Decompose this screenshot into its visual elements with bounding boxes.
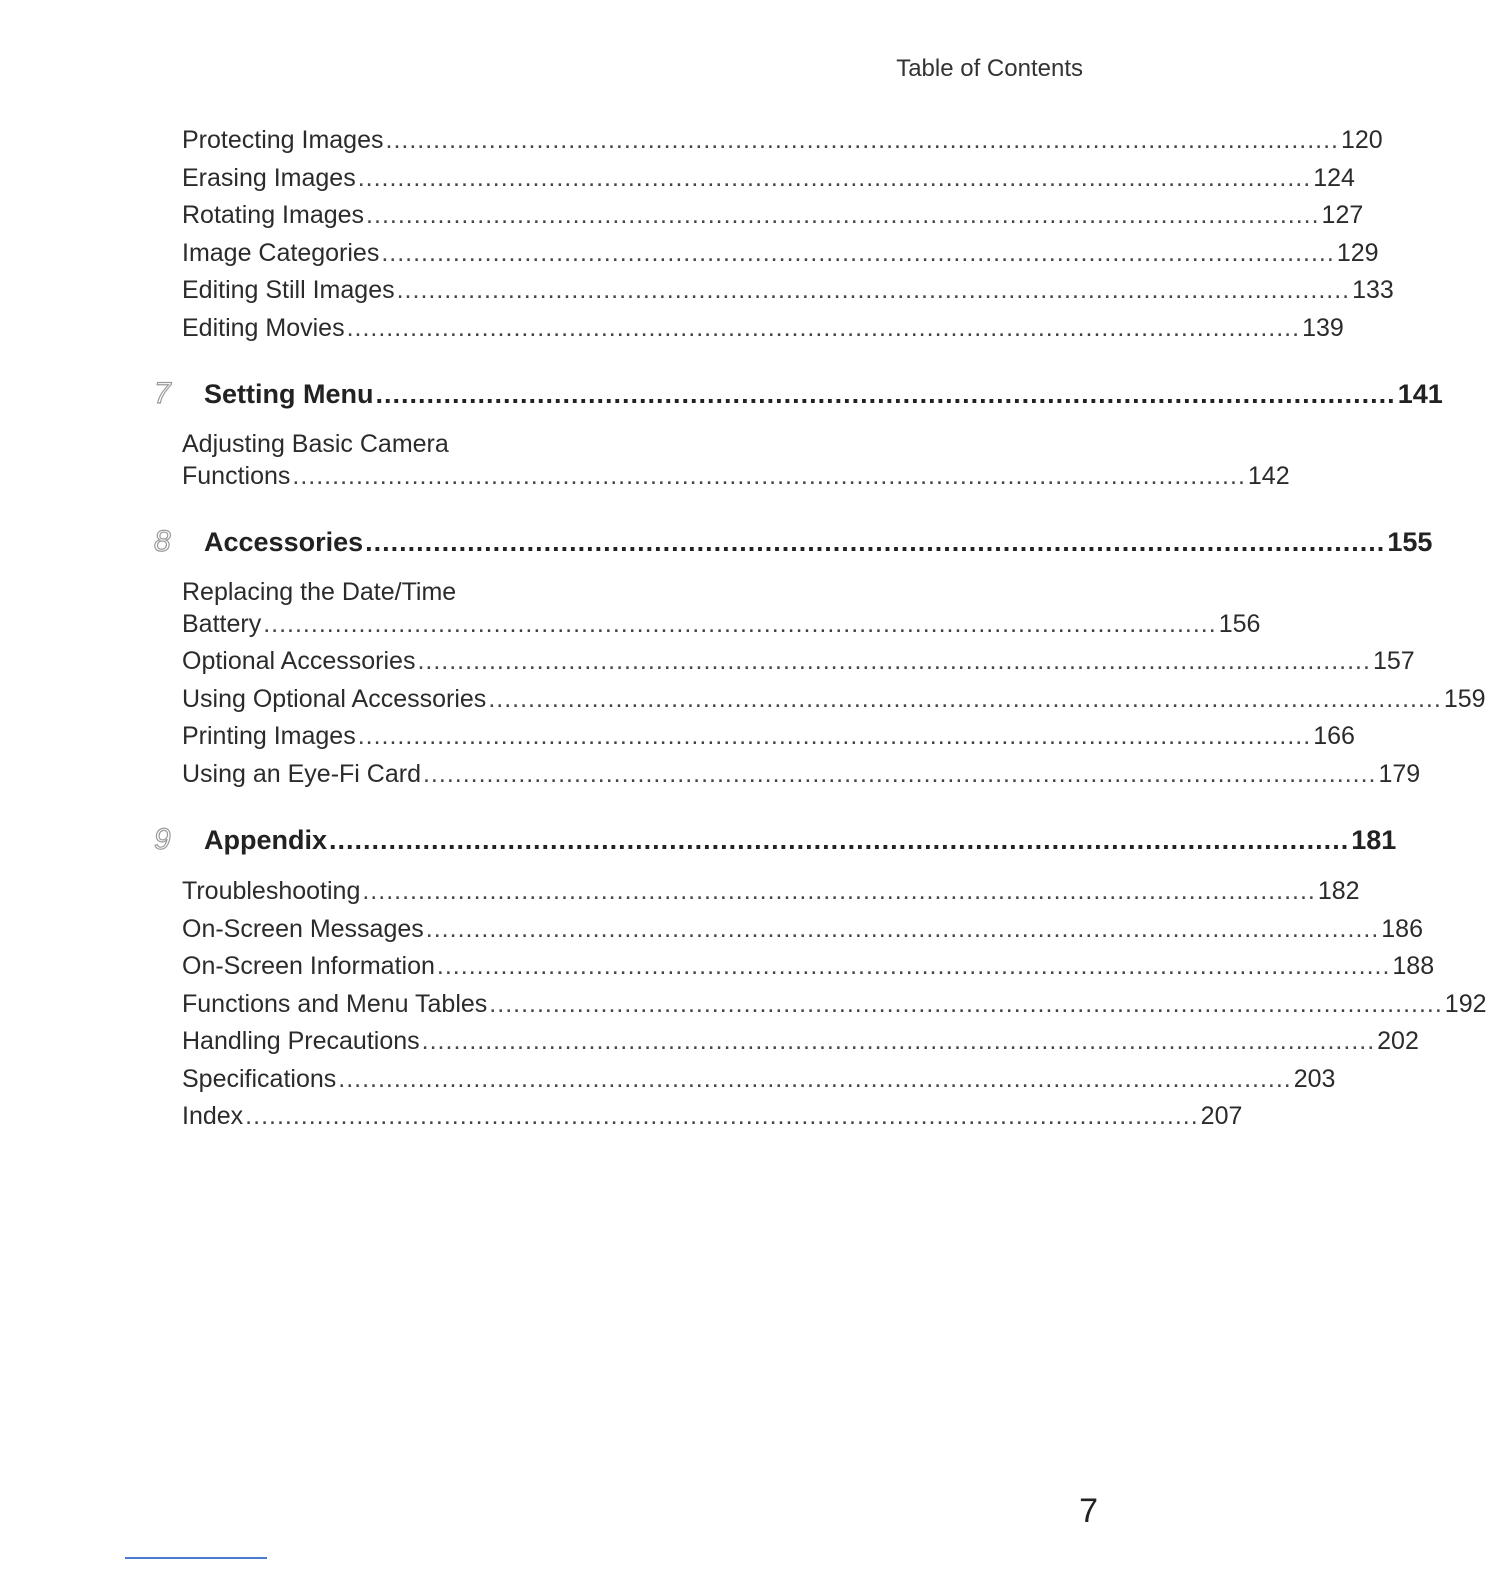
toc-entry-title: Index <box>182 1102 244 1130</box>
toc-entry-page: 159 <box>1443 684 1486 713</box>
toc-entry[interactable] <box>154 643 1415 681</box>
dot-leader: ........................................................................................................................ <box>362 877 1316 905</box>
toc-entry-title: Rotating Images <box>182 201 365 229</box>
dot-leader: ........................................................................................................................ <box>346 313 1301 342</box>
dot-leader: ........................................................................................................................ <box>385 126 1339 154</box>
toc-entry[interactable] <box>154 122 1383 160</box>
toc-entry-title-line2: Battery <box>182 610 262 638</box>
toc-entry-title: Image Categories <box>182 238 380 267</box>
toc-entry[interactable] <box>154 160 1355 198</box>
dot-leader: ........................................................................................................................ <box>381 238 1335 267</box>
toc-entry[interactable] <box>154 948 1435 986</box>
toc-entry-title: Using an Eye-Fi Card <box>182 759 421 788</box>
toc-entry-title: Handling Precautions <box>182 1027 420 1055</box>
toc-entry-title-line1: Replacing the Date/Time <box>182 578 457 606</box>
toc-entry[interactable] <box>154 272 1394 310</box>
toc-entry-title: On-Screen Information <box>182 952 435 980</box>
toc-entry[interactable] <box>154 681 1486 719</box>
toc-entry[interactable] <box>154 427 1290 495</box>
dot-leader: ........................................................................................................................ <box>329 825 1350 855</box>
chapter-page: 181 <box>1351 825 1397 855</box>
toc-entry-page: 156 <box>1218 610 1261 638</box>
toc-entry-title: Functions and Menu Tables <box>182 989 488 1018</box>
toc-entry-page: 166 <box>1313 722 1355 750</box>
toc-entry-page: 192 <box>1444 989 1487 1018</box>
chapter-page: 155 <box>1387 527 1433 557</box>
toc-entry-title: Erasing Images <box>182 163 356 192</box>
dot-leader: ........................................................................................................................ <box>488 684 1442 713</box>
toc-entry-title: Specifications <box>182 1064 337 1093</box>
toc-entry[interactable] <box>154 197 1364 235</box>
toc-entry[interactable] <box>154 1098 1243 1136</box>
page-number: 7 <box>1079 1492 1098 1530</box>
dot-leader: ........................................................................................................................ <box>417 647 1371 675</box>
dot-leader: ........................................................................................................................ <box>375 379 1396 409</box>
toc-entry[interactable] <box>154 575 1261 643</box>
chapter-title: Appendix <box>204 825 328 855</box>
toc-entry-page: 207 <box>1200 1102 1243 1130</box>
chapter-heading-setting-menu[interactable] <box>154 373 1443 415</box>
toc-entry[interactable] <box>154 310 1344 348</box>
footer-rule <box>125 1557 267 1559</box>
chapter-number-icon: 8 <box>154 525 171 558</box>
dot-leader: ........................................................................................................................ <box>422 759 1377 788</box>
dot-leader: ........................................................................................................................ <box>357 722 1312 750</box>
toc-entry-page: 157 <box>1372 647 1415 675</box>
toc-entry-page: 188 <box>1392 952 1435 980</box>
toc-entry-page: 179 <box>1378 759 1421 788</box>
toc-entry-page: 203 <box>1293 1064 1336 1093</box>
toc-entry[interactable] <box>154 1061 1336 1099</box>
dot-leader: ........................................................................................................................ <box>425 914 1380 943</box>
dot-leader: ........................................................................................................................ <box>263 610 1217 638</box>
chapter-heading-appendix[interactable] <box>154 819 1397 861</box>
running-header-title: Table of Contents <box>896 55 1083 82</box>
toc-entry-page: 129 <box>1336 238 1379 267</box>
dot-leader: ........................................................................................................................ <box>365 527 1386 557</box>
toc-entry-title: Printing Images <box>182 722 356 750</box>
dot-leader: ........................................................................................................................ <box>366 201 1320 229</box>
toc-entry-page: 186 <box>1381 914 1423 943</box>
dot-leader: ........................................................................................................................ <box>292 462 1246 490</box>
toc-entry-page: 127 <box>1321 201 1364 229</box>
toc-entry-title-line2: Functions <box>182 462 291 490</box>
dot-leader: ........................................................................................................................ <box>421 1027 1376 1055</box>
dot-leader: ........................................................................................................................ <box>357 163 1312 192</box>
table-of-contents <box>154 122 1487 1136</box>
toc-entry-page: 120 <box>1341 126 1383 154</box>
toc-entry[interactable] <box>154 873 1360 911</box>
toc-entry[interactable] <box>154 235 1379 273</box>
toc-entry-page: 142 <box>1247 462 1290 490</box>
chapter-page: 141 <box>1397 379 1443 409</box>
toc-entry[interactable] <box>154 911 1423 949</box>
chapter-number-icon: 7 <box>154 377 171 410</box>
chapter-number-icon: 9 <box>154 823 171 856</box>
toc-entry-title: Protecting Images <box>182 126 384 154</box>
toc-entry[interactable] <box>154 718 1355 756</box>
dot-leader: ........................................................................................................................ <box>489 989 1443 1018</box>
toc-entry-page: 139 <box>1302 313 1344 342</box>
chapter-heading-accessories[interactable] <box>154 521 1433 563</box>
toc-entry-title: Editing Still Images <box>182 276 395 304</box>
chapter-title: Accessories <box>204 527 364 557</box>
dot-leader: ........................................................................................................................ <box>338 1064 1292 1093</box>
toc-entry[interactable] <box>154 1023 1419 1061</box>
toc-entry-page: 182 <box>1317 877 1360 905</box>
toc-entry-title: On-Screen Messages <box>182 914 424 943</box>
dot-leader: ........................................................................................................................ <box>436 952 1391 980</box>
dot-leader: ........................................................................................................................ <box>396 276 1351 304</box>
toc-entry-page: 124 <box>1313 163 1355 192</box>
toc-entry-title: Optional Accessories <box>182 647 416 675</box>
dot-leader: ........................................................................................................................ <box>245 1102 1199 1130</box>
toc-entry-title-line1: Adjusting Basic Camera <box>182 430 449 458</box>
toc-entry-page: 133 <box>1352 276 1394 304</box>
toc-entry[interactable] <box>154 756 1421 794</box>
toc-entry-title: Using Optional Accessories <box>182 684 487 713</box>
toc-entry-page: 202 <box>1377 1027 1419 1055</box>
toc-entry-title: Editing Movies <box>182 313 345 342</box>
toc-entry-title: Troubleshooting <box>182 877 361 905</box>
chapter-title: Setting Menu <box>204 379 374 409</box>
toc-entry[interactable] <box>154 986 1487 1024</box>
